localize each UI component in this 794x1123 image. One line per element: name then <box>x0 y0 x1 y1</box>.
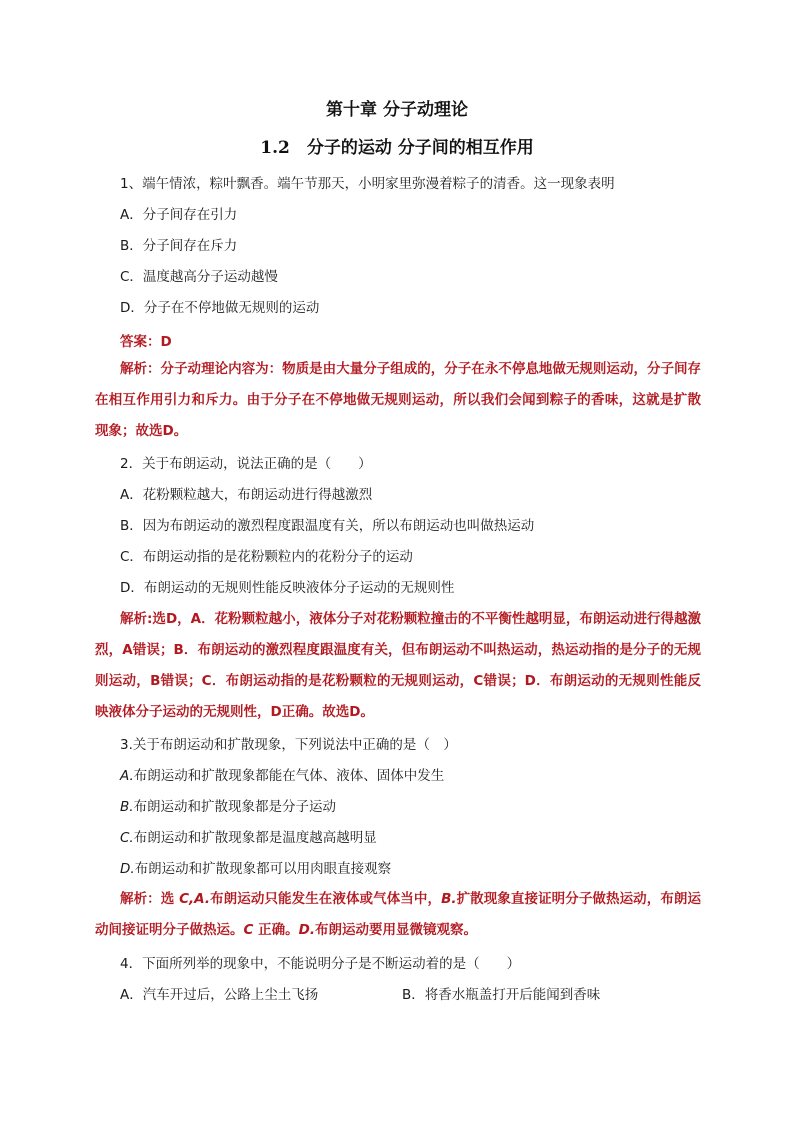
analysis-part: 解析：选 <box>120 891 180 907</box>
analysis-part: 正确。 <box>253 922 299 938</box>
question-1-stem: 1、端午情浓，粽叶飘香。端午节那天，小明家里弥漫着粽子的清香。这一现象表明 <box>120 176 615 192</box>
analysis-part: C <box>243 922 254 938</box>
option-text: 布朗运动和扩散现象都是分子运动 <box>133 799 337 815</box>
question-2-analysis: 解析:选D，A．花粉颗粒越小，液体分子对花粉颗粒撞击的不平衡性越明显，布朗运动进行得越激烈，A错误；B．布朗运动的激烈程度跟温度有关，但布朗运动不叫热运动，热运动指的是分子的无规则运动，B错误；C．布朗运动指的是花粉颗粒的无规则运动，C错误；D．布朗运动的无规则性能反映液体分子运动的无规则性，D正确。故选D。 <box>95 611 701 720</box>
question-3-analysis <box>95 884 701 946</box>
analysis-part: C,A. <box>179 891 211 907</box>
section-title: 1.2 分子的运动 分子间的相互作用 <box>260 138 534 158</box>
option-letter: C. <box>120 830 134 846</box>
question-1-option-a: A．分子间存在引力 <box>120 207 238 223</box>
option-text: 布朗运动和扩散现象都可以用肉眼直接观察 <box>134 861 392 877</box>
question-4-stem: 4．下面所列举的现象中，不能说明分子是不断运动着的是（ ） <box>120 956 521 972</box>
question-1-option-c: C．温度越高分子运动越慢 <box>120 269 278 285</box>
option-text: 布朗运动和扩散现象都是温度越高越明显 <box>133 830 377 846</box>
analysis-part: 扩散现象直接证明分子做热运动，布朗运动间接证明分子做热运。 <box>95 891 702 938</box>
analysis-part: 布朗运动只能发生在液体或气体当中， <box>210 891 442 907</box>
question-2-option-c: C．布朗运动指的是花粉颗粒内的花粉分子的运动 <box>120 549 413 565</box>
question-1-option-d: D．分子在不停地做无规则的运动 <box>120 300 320 316</box>
question-1-option-b: B．分子间存在斥力 <box>120 238 238 254</box>
chapter-title: 第十章 分子动理论 <box>326 100 468 120</box>
option-text: 布朗运动和扩散现象都能在气体、液体、固体中发生 <box>133 768 445 784</box>
option-letter: A. <box>120 768 134 784</box>
option-letter: D. <box>120 861 135 877</box>
question-3-option-c <box>120 828 377 848</box>
question-1-analysis: 解析：分子动理论内容为：物质是由大量分子组成的，分子在永不停息地做无规则运动，分子间存在相互作用引力和斥力。由于分子在不停地做无规则运动，所以我们会闻到粽子的香味，这就是扩散现象；故选D。 <box>95 361 701 439</box>
question-3-option-d <box>120 859 391 879</box>
question-4-option-b: B．将香水瓶盖打开后能闻到香味 <box>402 987 601 1003</box>
question-2-option-b: B．因为布朗运动的激烈程度跟温度有关，所以布朗运动也叫做热运动 <box>120 518 535 534</box>
question-2-option-a: A．花粉颗粒越大，布朗运动进行得越激烈 <box>120 487 373 503</box>
question-3-stem: 3.关于布朗运动和扩散现象，下列说法中正确的是（ ） <box>120 737 457 753</box>
question-3-option-b <box>120 797 336 817</box>
question-2-option-d: D．布朗运动的无规则性能反映液体分子运动的无规则性 <box>120 580 455 596</box>
question-2-stem: 2．关于布朗运动，说法正确的是（ ） <box>120 456 372 472</box>
question-4-option-a: A．汽车开过后，公路上尘土飞扬 <box>120 987 319 1003</box>
question-1-answer: 答案：D <box>120 334 172 350</box>
analysis-part: 布朗运动要用显微镜观察。 <box>314 922 477 938</box>
analysis-part: B. <box>441 891 457 907</box>
analysis-part: D. <box>298 922 315 938</box>
question-3-option-a <box>120 766 444 786</box>
option-letter: B. <box>120 799 134 815</box>
